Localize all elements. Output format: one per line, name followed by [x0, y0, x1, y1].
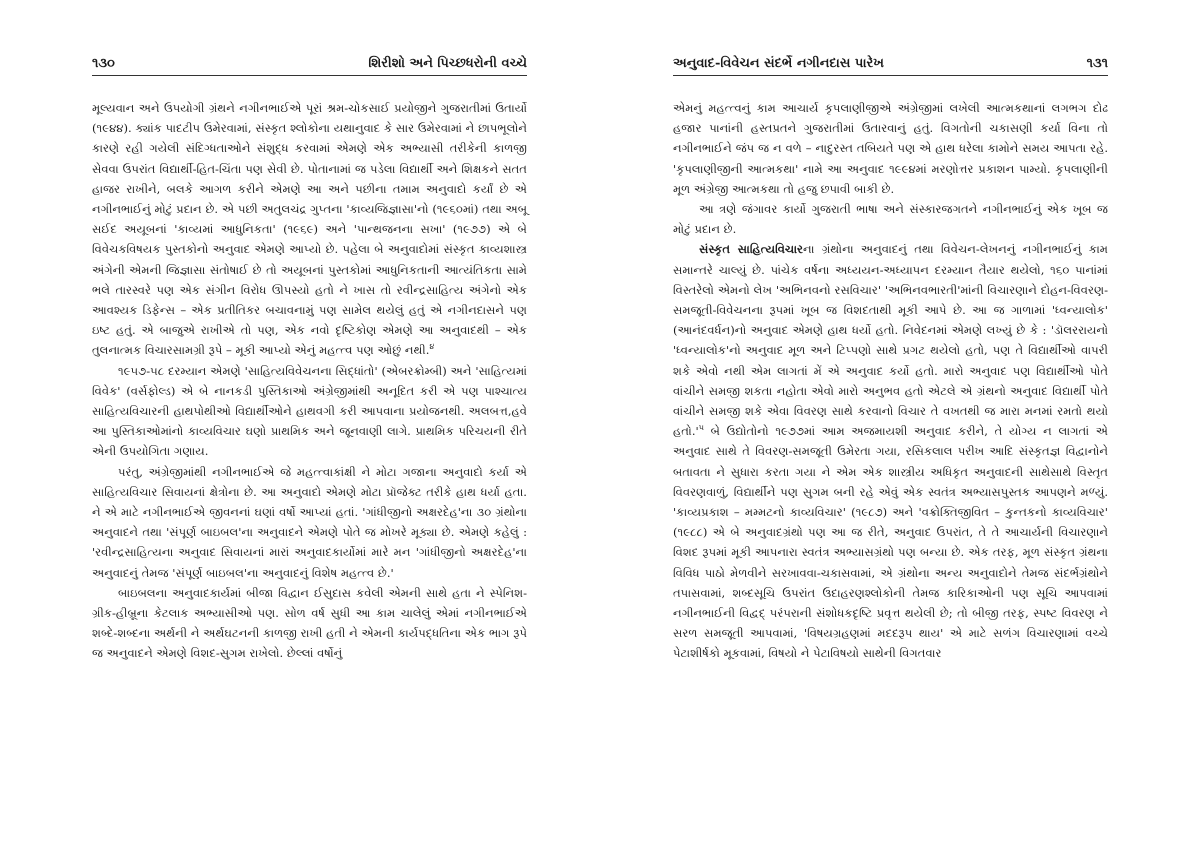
paragraph — [92, 361, 527, 462]
paragraph — [92, 98, 527, 361]
paragraph — [673, 199, 1108, 239]
paragraph-text: પરંતુ, અંગ્રેજીમાંથી નગીનભાઈએ જે મહત્ત્વાકાંક્ષી ને મોટા ગજાના અનુવાદો કર્યા એ સાહિત્યવિચાર સિવાયનાં ક્ષેત્રોના છે. આ અનુવાદો એમણે મોટા પ્રૉજેક્ટ તરીકે હાથ ધર્યા હતા. ને એ માટે નગીનભાઈએ જીવનનાં ઘણાં વર્ષો આપ્યાં હતાં. 'ગાંધીજીનો અક્ષરદેહ'ના ૩૦ ગ્રંથોના અનુવાદને તથા 'સંપૂર્ણ બાઇબલ'ના અનુવાદને એમણે પોતે જ મોખરે મૂક્યા છે. એમણે કહેલું : 'રવીન્દ્રસાહિત્યના અનુવાદ સિવાયનાં મારાં અનુવાદકાર્યોમાં મારે મન 'ગાંધીજીનો અક્ષરદેહ'ના અનુવાદનું તેમજ 'સંપૂર્ણ બાઇબલ'ના અનુવાદનું વિશેષ મહત્ત્વ છે.' — [92, 464, 527, 580]
left-page-number: ૧૩૦ — [92, 56, 115, 71]
right-page-body — [673, 98, 1108, 664]
footnote-marker: ૫ — [698, 423, 704, 433]
paragraph-text: મૂલ્યવાન અને ઉપયોગી ગ્રંથને નગીનભાઈએ પૂરાં શ્રમ-ચોકસાઈ પ્રયોજીને ગુજરાતીમાં ઉતાર્યો (૧૯૪૪). ક્યાંક પાદટીપ ઉમેરવામાં, સંસ્કૃત શ્લોકોના યથાનુવાદ કે સાર ઉમેરવામાં ને છાપભૂલોને કારણે રહી ગયેલી સંદિગ્ધતાઓને સંશુદ્ધ કરવામાં એમણે એક અભ્યાસી તરીકેની કાળજી સેવવા ઉપરાંત વિદ્યાર્થી-હિત-ચિંતા પણ સેવી છે. પોતાનામાં જ પડેલા વિદ્યાર્થી અને શિક્ષકને સતત હાજર રાખીને, બલકે આગળ કરીને એમણે આ અને પછીના તમામ અનુવાદો કર્યાં છે એ નગીનભાઈનું મોટું પ્રદાન છે. એ પછી અતુલચંદ્ર ગુપ્તના 'કાવ્યજિજ્ઞાસા'નો (૧૯૬૦માં) તથા અબૂ સઈદ અયૂબનાં 'કાવ્યમાં આધુનિકતા' (૧૯૬૯) અને 'પાન્થજનના સખા' (૧૯૭૭) એ બે વિવેચકવિષયક પુસ્તકોનો અનુવાદ એમણે આપ્યો છે. પહેલા બે અનુવાદોમાં સંસ્કૃત કાવ્યશાસ્ત્ર અંગેની એમની જિજ્ઞાસા સંતોષાઈ છે તો અયૂબનાં પુસ્તકોમાં આધુનિકતાની આત્યંતિકતા સામે ભલે તારસ્વરે પણ એક સંગીન વિરોધ ઊપસ્યો હતો ને ખાસ તો રવીન્દ્રસાહિત્ય અંગેનો એક આવશ્યક ડિફેન્સ – એક પ્રતીતિકર બચાવનામું પણ સામેલ થયેલું હતું એ નગીનદાસને પણ ઇષ્ટ હતું. એ બાજુએ રાખીએ તો પણ, એક નવો દૃષ્ટિકોણ એમણે આ અનુવાદથી – એક તુલનાત્મક વિચારસામગ્રી રૂપે – મૂકી આપ્યો એનું મહત્ત્વ પણ ઓછું નથી. — [92, 101, 527, 358]
paragraph-text: બાઇબલના અનુવાદકાર્યમાં બીજા વિદ્વાન ઈસુદાસ કવેલી એમની સાથે હતા ને સ્પેનિશ-ગ્રીક-હીબ્રૂના કેટલાક અભ્યાસીઓ પણ. સોળ વર્ષ સુધી આ કામ ચાલેલું એમાં નગીનભાઈએ શબ્દે-શબ્દના અર્થની ને અર્થઘટનની કાળજી રાખી હતી ને એમની કાર્યપદ્ધતિના એક ભાગ રૂપે જ અનુવાદને એમણે વિશદ-સુગમ રાખેલો. છેલ્લાં વર્ષોનું — [92, 585, 527, 661]
right-page-header — [673, 56, 1108, 76]
left-page-body — [92, 98, 527, 664]
paragraph — [92, 462, 527, 583]
paragraph-text: આ ત્રણે જંગાવર કાર્યો ગુજરાતી ભાષા અને સંસ્કારજગતને નગીનભાઈનું એક ખૂબ જ મોટું પ્રદાન છે. — [673, 202, 1108, 237]
paragraph — [673, 98, 1108, 199]
left-page — [92, 56, 527, 664]
paragraph-text: એમનું મહત્ત્વનું કામ આચાર્ય કૃપલાણીજીએ અંગ્રેજીમાં લખેલી આત્મકથાનાં લગભગ દોઢ હજાર પાનાંની હસ્તપ્રતને ગુજરાતીમાં ઉતારવાનું હતું. વિગતોની ચકાસણી કર્યા વિના તો નગીનભાઈને જંપ જ ન વળે – નાદુરસ્ત તબિયતે પણ એ હાથ ધરેલા કામોને સમય આપતા રહે. 'કૃપલાણીજીની આત્મકથા' નામે આ અનુવાદ ૧૯૯૪માં મરણોત્તર પ્રકાશન પામ્યો. કૃપલાણીની મૂળ અંગ્રેજી આત્મકથા તો હજુ છપાવી બાકી છે. — [673, 101, 1108, 196]
paragraph-text: ૧૯૫૭-૫૮ દરમ્યાન એમણે 'સાહિત્યવિવેચનના સિદ્ધાંતો' (એબરક્રોમ્બી) અને 'સાહિત્યમાં વિવેક' (વર્સફોલ્ડ) એ બે નાનકડી પુસ્તિકાઓ અંગ્રેજીમાંથી અનૂદિત કરી એ પણ પાશ્ચાત્ય સાહિત્યવિચારની હાથપોથીઓ વિદ્યાર્થીઓને હાથવગી કરી આપવાના પ્રયોજનથી. અલબત્ત,હવે આ પુસ્તિકાઓમાંનો કાવ્યવિચાર ઘણો પ્રાથમિક અને જૂનવાણી લાગે. પ્રાથમિક પરિચયની રીતે એની ઉપયોગિતા ગણાય. — [92, 363, 527, 459]
paragraph — [673, 239, 1108, 663]
paragraph — [92, 583, 527, 664]
footnote-marker: ૪ — [429, 342, 435, 352]
left-running-head: શિરીશો અને પિચ્છધરોની વચ્ચે — [368, 56, 527, 71]
right-page-number: ૧૩૧ — [1086, 56, 1108, 71]
right-page — [673, 56, 1108, 664]
paragraph-text-continued: બે ઉદ્યોતોનો ૧૯૭૭માં આમ અજમાયશી અનુવાદ કરીને, તે યોગ્ય ન લાગતાં એ અનુવાદ સાથે તે વિવરણ-સમજૂતી ઉમેરતા ગયા, રસિકલાલ પરીખ આદિ સંસ્કૃતજ્ઞ વિદ્વાનોને બતાવતા ને સુધારા કરતા ગયા ને એમ એક શાસ્ત્રીય અધિકૃત અનુવાદની સાથેસાથે વિસ્તૃત વિવરણવાળું, વિદ્યાર્થીને પણ સુગમ બની રહે એવું એક સ્વતંત્ર અભ્યાસપુસ્તક આપણને મળ્યું. 'કાવ્યપ્રકાશ – મમ્મટનો કાવ્યવિચાર' (૧૯૮૭) અને 'વક્રોક્તિજીવિત – કુન્તકનો કાવ્યવિચાર' (૧૯૮૮) એ બે અનુવાદગ્રંથો પણ આ જ રીતે, અનુવાદ ઉપરાંત, તે તે આચાર્યની વિચારણાને વિશદ રૂપમાં મૂકી આપનારા સ્વતંત્ર અભ્યાસગ્રંથો પણ બન્યા છે. એક તરફ, મૂળ સંસ્કૃત ગ્રંથના વિવિધ પાઠો મેળવીને સરખાવવા-ચકાસવામાં, એ ગ્રંથોના અન્ય અનુવાદોને તેમજ સંદર્ભગ્રંથોને તપાસવામાં, શબ્દસૂચિ ઉપરાંત ઉદાહરણશ્લોકોની તેમજ કારિકાઓની પણ સૂચિ આપવામાં નગીનભાઈની વિદ્વદ્ પરંપરાની સંશોધકદૃષ્ટિ પ્રવૃત્ત થયેલી છે; તો બીજી તરફ, સ્પષ્ટ વિવરણ ને સરળ સમજૂતી આપવામાં, 'વિષયગ્રહણમાં મદદરૂપ થાય' એ માટે સળંગ વિચારણામાં વચ્ચે પેટાશીર્ષકો મૂકવામાં, વિષયો ને પેટાવિષયો સાથેની વિગતવાર — [673, 424, 1108, 661]
right-running-head: અનુવાદ-વિવેચન સંદર્ભે નગીનદાસ પારેખ — [673, 56, 884, 71]
section-lead-phrase: સંસ્કૃત સાહિત્યવિચાર — [699, 242, 804, 257]
left-page-header — [92, 56, 527, 76]
paragraph-text: ના ગ્રંથોના અનુવાદનું તથા વિવેચન-લેખનનું નગીનભાઈનું કામ સમાન્તરે ચાલ્યું છે. પાંચેક વર્ષના અધ્યયન-અધ્યાપન દરમ્યાન તૈયાર થયેલો, ૧૬૦ પાનાંમાં વિસ્તરેલો એમનો લેખ 'અભિનવનો રસવિચાર' 'અભિનવભારતી'માંની વિચારણાને દોહન-વિવરણ-સમજૂતી-વિવેચનના રૂપમાં ખૂબ જ વિશદતાથી મૂકી આપે છે. આ જ ગાળામાં 'ધ્વન્યાલોક' (આનંદવર્ધન)નો અનુવાદ એમણે હાથ ધર્યો હતો. નિવેદનમાં એમણે લખ્યું છે કે : 'ડૉલરરાયનો 'ધ્વન્યાલોક'નો અનુવાદ મૂળ અને ટિપ્પણો સાથે પ્રગટ થયેલો હતો, પણ તે વિદ્યાર્થીઓ વાપરી શકે એવો નથી એમ લાગતાં મેં એ અનુવાદ કર્યો હતો. મારો અનુવાદ પણ વિદ્યાર્થીઓ પોતે વાંચીને સમજી શકતા નહોતા એવો મારો અનુભવ હતો એટલે એ ગ્રંથનો અનુવાદ વિદ્યાર્થી પોતે વાંચીને સમજી શકે એવા વિવરણ સાથે કરવાનો વિચાર તે વખતથી જ મારા મનમાં રમતો થયો હતો.' — [673, 242, 1108, 439]
